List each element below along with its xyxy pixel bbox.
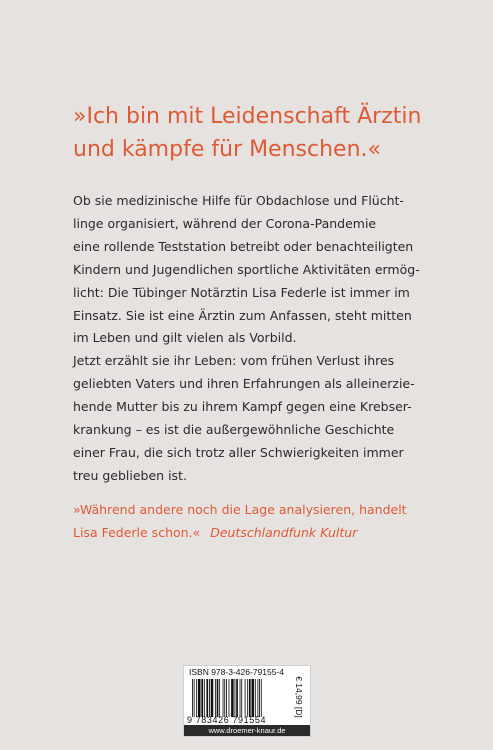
review-text-end: Lisa Federle schon.« [73, 524, 201, 540]
headline-quote-line-2: und kämpfe für Menschen.« [73, 137, 381, 162]
barcode-digits: 9 783426 791554 [187, 715, 267, 725]
blurb-line: licht: Die Tübinger Notärztin Lisa Federle ist immer im [73, 284, 410, 300]
blurb-line: Kindern und Jugendlichen sportliche Aktivitäten ermög- [73, 261, 420, 277]
review-line-1: »Während andere noch die Lage analysieren, handelt [73, 502, 407, 517]
blurb-line: Ob sie medizinische Hilfe für Obdachlose und Flücht- [73, 193, 404, 208]
press-review [73, 499, 493, 545]
review-line-2 [73, 522, 493, 545]
blurb-line: linge organisiert, während der Corona-Pandemie [73, 215, 377, 231]
blurb-line: Einsatz. Sie ist eine Ärztin zum Anfassen, steht mitten [73, 307, 412, 323]
blurb-line: eine rollende Teststation betreibt oder benachteiligten [73, 238, 414, 254]
barcode-icon [192, 679, 288, 717]
blurb-line: Jetzt erzählt sie ihr Leben: vom frühen Verlust ihres [73, 353, 395, 369]
blurb-line: treu geblieben ist. [73, 467, 187, 483]
blurb-line: krankung – es ist die außergewöhnliche Geschichte [73, 422, 395, 438]
blurb-line: im Leben und gilt vielen als Vorbild. [73, 330, 297, 346]
headline-quote [73, 100, 473, 166]
price-text: € 14,99 [D] [294, 676, 304, 718]
blurb-line: einer Frau, die sich trotz aller Schwierigkeiten immer [73, 444, 404, 460]
headline-quote-line-1: »Ich bin mit Leidenschaft Ärztin [73, 104, 422, 129]
blurb-line: hende Mutter bis zu ihrem Kampf gegen eine Krebser- [73, 399, 412, 415]
isbn-label: ISBN 978-3-426-79155-4 [189, 667, 284, 677]
blurb-line: geliebten Vaters und ihren Erfahrungen als alleinerzie- [73, 376, 415, 392]
barcode-panel [183, 665, 311, 737]
review-source: Deutschlandfunk Kultur [210, 524, 358, 540]
blurb-text [73, 190, 493, 488]
price-label [292, 675, 306, 719]
publisher-website: www.droemer-knaur.de [184, 725, 310, 736]
